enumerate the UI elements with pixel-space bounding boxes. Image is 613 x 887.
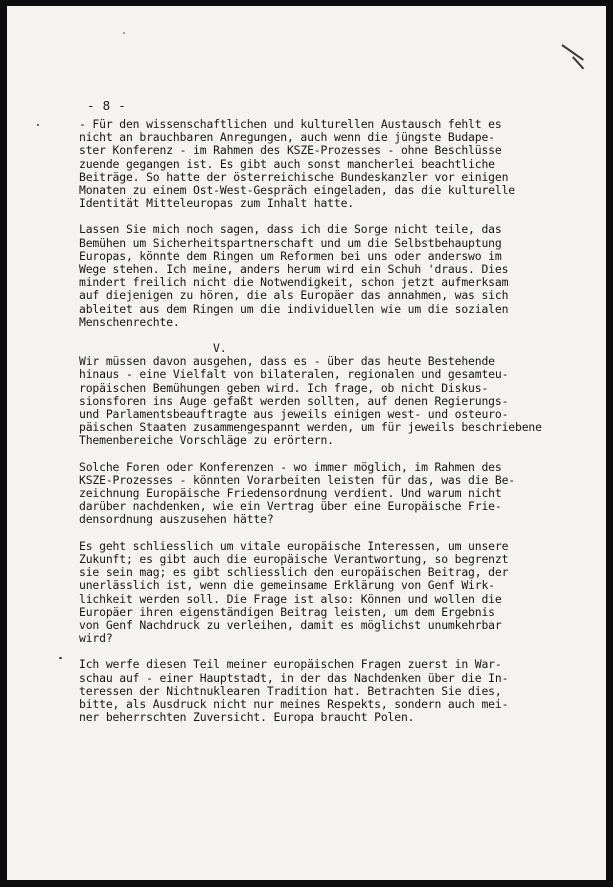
- text-line: zuende gegangen ist. Es gibt auch sonst mancherlei beachtliche: [79, 156, 495, 171]
- text-line: wird?: [79, 631, 113, 646]
- text-line: bitte, als Ausdruck nicht nur meines Respekts, sondern auch mei-: [79, 696, 509, 711]
- text-line: Europas, könnte dem Ringen um Reformen bei uns oder anderswo im: [79, 248, 502, 263]
- text-line: Europäer ihren eigenständigen Beitrag leisten, um dem Ergebnis: [79, 604, 495, 619]
- text-line: Identität Mitteleuropas zum Inhalt hatte.: [79, 196, 355, 211]
- paragraph-2: [79, 223, 559, 329]
- page-number: - 8 -: [87, 98, 127, 113]
- text-line: Wege stehen. Ich meine, anders herum wird ein Schuh 'draus. Dies: [79, 262, 509, 277]
- text-line: darüber nachdenken, wie ein Vertrag über eine Europäische Frie-: [79, 499, 502, 514]
- paragraph-4: [79, 461, 559, 527]
- text-line: sionsforen ins Auge gefaßt werden sollten, auf denen Regierungs-: [79, 393, 509, 408]
- scan-dot-top: [123, 32, 125, 34]
- text-line: Ich werfe diesen Teil meiner europäischen Fragen zuerst in War-: [79, 657, 502, 672]
- text-line: lichkeit werden soll. Die Frage ist also: Können und wollen die: [79, 591, 502, 606]
- scan-dot-left: [37, 124, 39, 126]
- text-line: nicht an brauchbaren Anregungen, auch wenn die jüngste Budape-: [79, 130, 495, 145]
- paragraph-1: [79, 118, 559, 210]
- text-line: Wir müssen davon ausgehen, dass es - über das heute Bestehende: [79, 354, 495, 369]
- text-line: ner beherrschten Zuversicht. Europa braucht Polen.: [79, 710, 415, 725]
- text-line: mindert freilich nicht die Notwendigkeit, schon jetzt aufmerksam: [79, 275, 509, 290]
- text-line: auf diejenigen zu hören, die als Europäer das annahmen, was sich: [79, 288, 509, 303]
- text-line: densordnung auszusehen hätte?: [79, 512, 274, 527]
- text-line: zeichnung Europäische Friedensordnung verdient. Und warum nicht: [79, 486, 502, 501]
- text-line: Lassen Sie mich noch sagen, dass ich die Sorge nicht teile, das: [79, 222, 502, 237]
- text-line: Es geht schliesslich um vitale europäische Interessen, um unsere: [79, 538, 509, 553]
- text-line: Beiträge. So hatte der österreichische Bundeskanzler vor einigen: [79, 169, 509, 184]
- text-line: KSZE-Prozesses - könnten Vorarbeiten leisten für das, was die Be-: [79, 472, 516, 487]
- text-line: Solche Foren oder Konferenzen - wo immer möglich, im Rahmen des: [79, 459, 502, 474]
- text-line: - Für den wissenschaftlichen und kulturellen Austausch fehlt es: [79, 117, 502, 131]
- document-page: [7, 6, 606, 880]
- text-line: Themenbereiche Vorschläge zu erörtern.: [79, 433, 334, 448]
- scan-dot-left-lower: [59, 657, 62, 659]
- text-line: schau auf - einer Hauptstadt, in der das Nachdenken über die In-: [79, 670, 509, 685]
- text-line: unerlässlich ist, wenn die gemeinsame Erklärung von Genf Wirk-: [79, 578, 495, 593]
- text-line: teressen der Nichtnuklearen Tradition hat. Betrachten Sie dies,: [79, 683, 502, 698]
- section-heading: V.: [213, 341, 227, 356]
- body-text: [79, 118, 559, 737]
- paragraph-6: [79, 658, 559, 724]
- text-line: ableitet aus dem Ringen um die individuellen wie um die sozialen: [79, 301, 509, 316]
- text-line: Menschenrechte.: [79, 314, 180, 329]
- text-line: ster Konferenz - im Rahmen des KSZE-Prozesses - ohne Beschlüsse: [79, 143, 502, 158]
- text-line: Zukunft; es gibt auch die europäische Verantwortung, so begrenzt: [79, 551, 509, 566]
- text-line: sie sein mag; es gibt schliesslich den europäischen Beitrag, der: [79, 565, 509, 580]
- text-line: Monaten zu einem Ost-West-Gespräch eingeladen, das die kulturelle: [79, 183, 516, 198]
- paragraph-3: [79, 355, 559, 447]
- text-line: ropäischen Bemühungen geben wird. Ich frage, ob nicht Diskus-: [79, 380, 489, 395]
- text-line: von Genf Nachdruck zu verleihen, damit es möglichst unumkehrbar: [79, 617, 502, 632]
- text-line: Bemühen um Sicherheitspartnerschaft und um die Selbstbehauptung: [79, 235, 502, 250]
- text-line: päischen Staaten zusammengespannt werden, um für jeweils beschriebene: [79, 420, 542, 435]
- paragraph-5: [79, 540, 559, 646]
- text-line: hinaus - eine Vielfalt von bilateralen, regionalen und gesamteu-: [79, 367, 509, 382]
- text-line: und Parlamentsbeauftragte aus jeweils einigen west- und osteuro-: [79, 407, 509, 422]
